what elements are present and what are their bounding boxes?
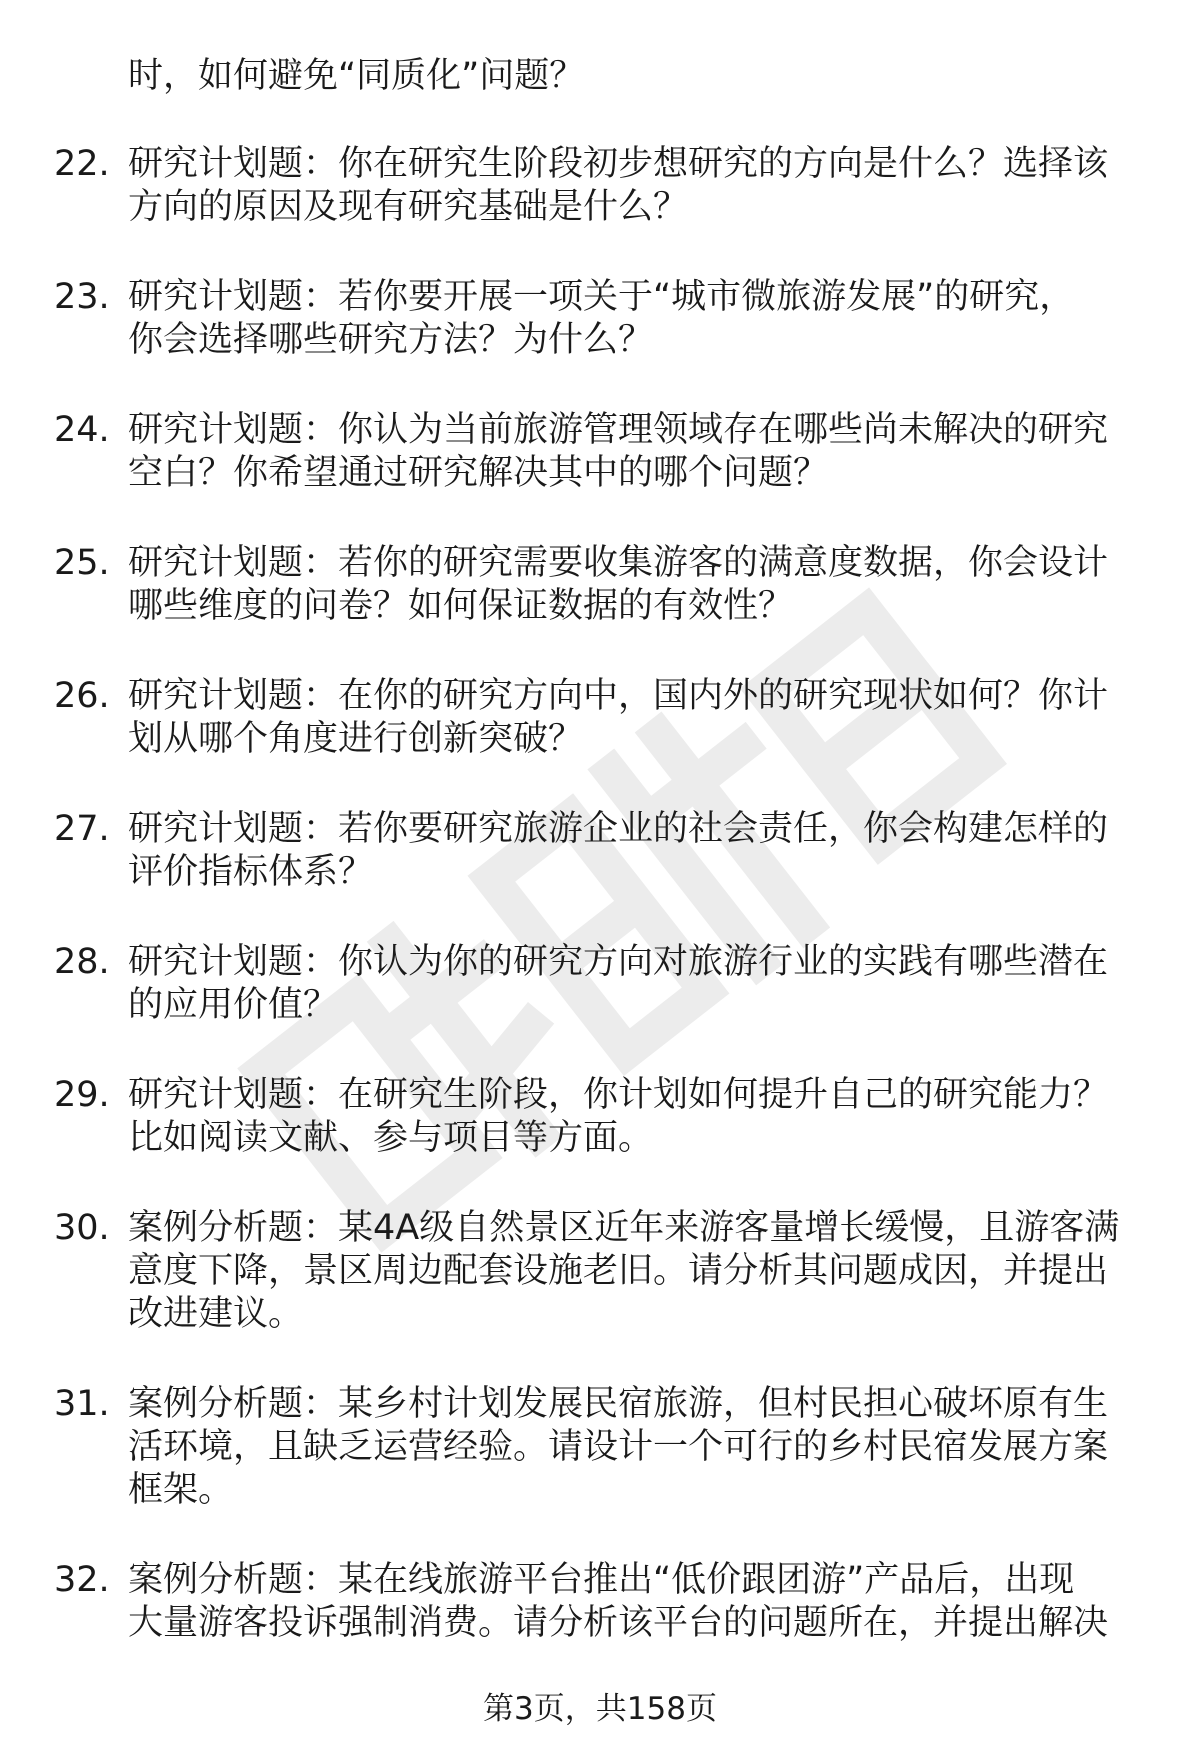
question-text-line: 的应用价值？ [128,985,339,1025]
question-text-line: 评价指标体系？ [128,852,374,892]
question-number: 31. [54,1384,110,1424]
question-text-line: 案例分析题：某乡村计划发展民宿旅游，但村民担心破坏原有生 [128,1384,1109,1424]
question-number: 25. [54,543,110,583]
question-item [0,1556,1200,1689]
question-text-line: 案例分析题：某4A级自然景区近年来游客量增长缓慢，且游客满 [128,1208,1120,1248]
question-number: 22. [54,144,110,184]
question-number: 32. [54,1560,110,1600]
question-number: 27. [54,809,110,849]
question-item [0,672,1200,805]
page-footer: 第3页，共158页 [483,1691,717,1727]
question-list [0,140,1200,1689]
continuation-line: 时，如何避免“同质化”问题？ [128,56,585,96]
question-text-line: 研究计划题：你认为你的研究方向对旅游行业的实践有哪些潜在 [128,942,1109,982]
question-text-line: 研究计划题：你认为当前旅游管理领域存在哪些尚未解决的研究 [128,410,1109,450]
question-number: 24. [54,410,110,450]
question-item [0,1071,1200,1204]
question-text-line: 划从哪个角度进行创新突破？ [128,719,584,759]
question-item [0,805,1200,938]
question-number: 29. [54,1075,110,1115]
question-number: 23. [54,277,110,317]
question-text-line: 研究计划题：若你的研究需要收集游客的满意度数据，你会设计 [128,543,1109,583]
question-text-line: 研究计划题：你在研究生阶段初步想研究的方向是什么？选择该 [128,144,1109,184]
question-item [0,539,1200,672]
question-item [0,1380,1200,1556]
question-text-line: 研究计划题：若你要开展一项关于“城市微旅游发展”的研究， [128,277,1075,317]
question-text-line: 方向的原因及现有研究基础是什么？ [128,187,689,227]
question-number: 26. [54,676,110,716]
question-number: 30. [54,1208,110,1248]
question-text-line: 哪些维度的问卷？如何保证数据的有效性？ [128,586,794,626]
question-text-line: 空白？你希望通过研究解决其中的哪个问题？ [128,453,829,493]
question-text-line: 你会选择哪些研究方法？为什么？ [128,320,654,360]
question-item [0,938,1200,1071]
question-text-line: 比如阅读文献、参与项目等方面。 [128,1118,654,1158]
question-item [0,406,1200,539]
question-text-line: 改进建议。 [128,1294,304,1334]
question-text-line: 研究计划题：在你的研究方向中，国内外的研究现状如何？你计 [128,676,1109,716]
question-text-line: 研究计划题：在研究生阶段，你计划如何提升自己的研究能力？ [128,1075,1109,1115]
question-text-line: 研究计划题：若你要研究旅游企业的社会责任，你会构建怎样的 [128,809,1109,849]
question-text-line: 案例分析题：某在线旅游平台推出“低价跟团游”产品后，出现 [128,1560,1075,1600]
question-text-line: 框架。 [128,1470,234,1510]
question-number: 28. [54,942,110,982]
question-item [0,273,1200,406]
question-text-line: 活环境，且缺乏运营经验。请设计一个可行的乡村民宿发展方案 [128,1427,1109,1467]
question-text-line: 意度下降，景区周边配套设施老旧。请分析其问题成因，并提出 [128,1251,1109,1291]
question-text-line: 大量游客投诉强制消费。请分析该平台的问题所在，并提出解决 [128,1603,1109,1643]
question-item [0,140,1200,273]
question-item [0,1204,1200,1380]
